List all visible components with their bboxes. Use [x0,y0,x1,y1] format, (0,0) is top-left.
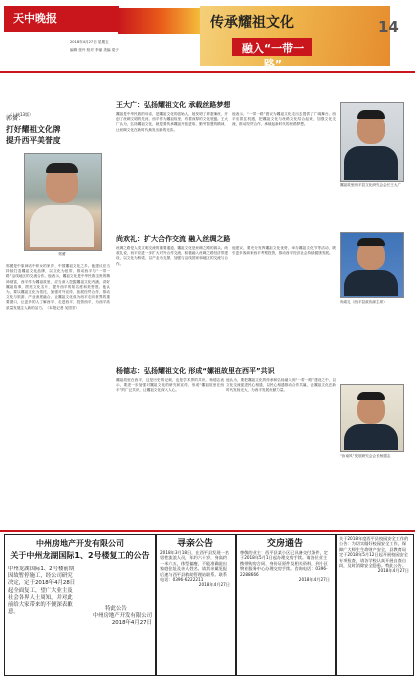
misc-ad-body [339,536,409,672]
section-1-photo-suit [344,146,398,180]
seeking-ad-text: 2018年3月18日，在西平县发现一名男性流浪人员，年约六十岁，身高约一米六五，体型偏瘦，不能准确说出家庭住址及亲人姓名。请其亲属见报后速与西平县救助管理站联系。联系电话：0396-6222211 [160,550,229,583]
banner-title: 传承耀祖文化 [210,15,294,31]
seeking-ad-date: 2018年4月27日 [198,582,230,588]
section-1-body-col2: 他表示，“一带一路”倡议为嫘祖文化走出去提供了广阔舞台。西平应抓住机遇，把嫘祖文化与丝路文化结合起来，加强文化交流，推动经贸合作，承载起新时代的丝路梦想。 [232,112,336,127]
banner-subtitle: 融入“一带一路” [241,42,305,71]
notice-ad-closing [80,566,152,672]
section-1-title: 王大广：弘扬耀祖文化 承载丝路梦想 [116,101,231,109]
section-2-photo-caption: 尚欢礼（西平县政协副主席） [340,300,387,304]
left-portrait-hair [46,163,78,173]
notice-ad-signature: 中州房地产开发有限公司 2018年4月27日 [92,613,152,627]
left-headline: 郭赟： [6,115,25,122]
handover-ad-body [240,550,330,672]
section-2-photo-hair [357,238,385,246]
section-2-body: 丝绸之路是人类文明交流的重要通道，嫘祖文化是丝绸之路的源头。尚欢礼说，西平应进一步扩大对外合作交流，积极融入丝绸之路经济带建设，以文化为桥梁，以产业为支撑，加强与沿线国家和地区的交流与合作。 [116,246,228,266]
editor-credit: 编辑 张丹 校对 李丽 美编 梁子 [70,48,119,52]
section-1-photo-caption: 嫘祖故里西平县文化研究会会长王大广 [340,183,402,187]
masthead-title: 天中晚报 [13,12,57,25]
misc-ad-date: 2018年4月27日 [377,568,409,574]
left-subhead: （上接13版） [8,112,34,117]
section-3-title: 杨德志：弘扬耀祖文化 形成“嫘祖故里在西平”共识 [116,367,275,375]
section-1-photo-hair [357,110,385,119]
left-photo-caption: 郭赟 [58,252,66,256]
page-number: 14 [378,18,399,36]
handover-ad-text: 尊敬的业主：西平县某小区已具备交付条件，定于2018年5月1日起办理交房手续。请各位业主携带购房合同、身份证原件及相关资料，到小区物业服务中心办理交房手续。咨询电话：0396-2288666 [240,550,328,577]
ads-divider-rule [0,530,415,532]
seeking-ad-title: 寻亲公告 [176,539,213,549]
section-3-body-col2: 他认为，要把嫘祖文化的传承和弘扬融入到“一带一路”建设之中，以文化交流促进民心相通，以民心相通推动合作共赢，让嫘祖文化在新时代发扬光大，为西平发展贡献力量。 [226,378,336,393]
section-3-photo-hair [357,392,385,400]
notice-ad-body: 中州龙湖国际1、2号楼前期因故暂停施工，经公司研究决定，定于2018年4月28日起全面复工，望广大业主及社会各界人士周知，并对此前给大家带来的不便深表歉意。 [8,566,76,616]
section-3-photo-suit [344,424,398,450]
section-3-body: 嫘祖故里在西平，这是历史的记载，也是学术界的共识。杨德志表示，要进一步加强对嫘祖文化的研究和宣传，形成“嫘祖故里在西平”的广泛共识，让嫘祖文化深入人心。 [116,378,224,393]
section-2-photo-suit [344,270,398,296]
handover-ad-date: 2018年4月27日 [298,577,330,583]
section-2-body-col2: 他建议，要充分发挥嫘祖文化优势，举办嫘祖文化节等活动，吸引更多客商来西平考察投资，推动西平经济社会持续健康发展。 [232,246,336,256]
left-headline-line3: 提升西平美誉度 [6,136,61,145]
section-2-title: 尚欢礼：扩大合作交流 融入丝绸之路 [116,235,231,243]
left-portrait-shirt [30,205,94,247]
handover-ad-title: 交房通告 [266,539,303,549]
left-headline-line2: 打好耀祖文化牌 [6,125,61,134]
section-3-photo-caption: “汝南风”发展研究会会长杨德志 [340,454,391,458]
notice-ad-title: 关于中州龙湖国际1、2号楼复工的公告 [10,551,150,560]
header-rule [0,71,415,73]
issue-date: 2018年4月27日 星期五 [70,40,109,44]
section-1-body: 嫘祖是中华民族的母亲，是嫘祖文化的创始人，她发明了养蚕缫丝，开创了丝绸文明的先河。西平作为嫘祖故里，有着深厚的文化底蕴。王大广认为，弘扬嫘祖文化，就是要传承嫘祖开拓进取、勤劳智慧的精神，让丝绸文化在新时代焕发出新的光彩。 [116,112,228,132]
misc-ad-text: 关于2018年度西平县校园安全工作的公告：为切实做好校园安全工作，保障广大师生生命财产安全，县教育局定于2018年5月12日起开展校园安全专项检查，请各学校认真开展自查自纠，及时消除安全隐患。特此公告。 [339,536,409,569]
notice-ad-footer: 特此公告 [105,606,127,612]
left-article-body: 郭赟是中原神话中织女的家乡，中国嫘祖文化之乡。他建议应当持续打造嫘祖文化品牌，以文化为纽带，推动西平与“一带一路”沿线地区的交流合作。他表示，嫘祖文化是中华民族宝贵的精神财富，西平作为嫘祖故里，应当深入挖掘嫘祖文化内涵，讲好嫘祖故事，擦亮文化名片，提升西平的知名度和美誉度。他认为，要以嫘祖文化为依托，加强对外宣传，拓展经贸合作，推动文化与旅游、产业深度融合，让嫘祖文化成为西平走向世界的重要窗口，让更多的人了解西平、走进西平、投资西平，为西平高质量发展注入新的活力。（本报记者 吴国芳） [6,264,110,310]
seeking-ad-body [160,550,230,672]
header-strip [118,8,202,34]
notice-ad-company: 中州房地产开发有限公司 [36,539,124,548]
